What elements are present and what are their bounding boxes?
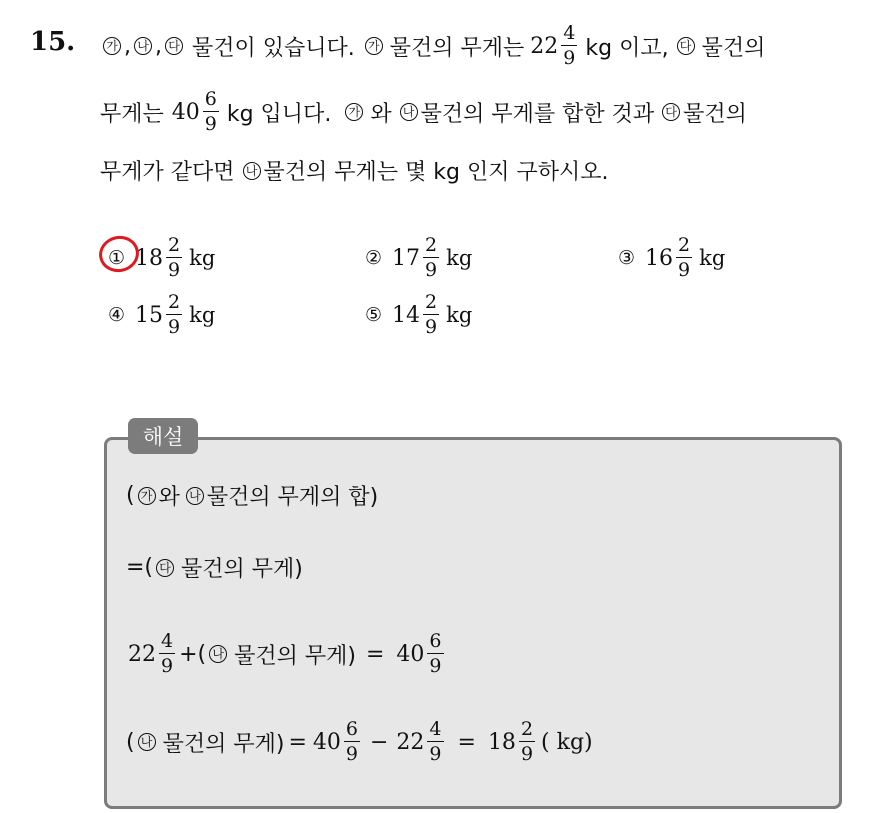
question-line-2: 무게는 40 $\frac{6}{9}$ kg 입니다. 가 와 나 물건의 무게를 합한 것과 다 물건의 (100, 88, 747, 135)
circled-ga-mark: 가 (365, 37, 383, 55)
circled-na-mark: 나 (138, 733, 156, 751)
question-line-1: 가 , 나 , 다 물건이 있습니다. 가 물건의 무게는 22 $\frac{4}{9}$ kg 이고, 다 물건의 (100, 24, 765, 68)
circled-na-mark: 나 (186, 487, 204, 505)
circled-na-mark: 나 (400, 103, 418, 121)
question-line-3: 무게가 같다면 나 물건의 무게는 몇 kg 인지 구하시오. (100, 160, 609, 185)
circled-na-mark: 나 (209, 645, 227, 663)
circled-da-mark: 다 (165, 37, 183, 55)
circled-da-mark: 다 (662, 103, 680, 121)
circled-da-mark: 다 (677, 37, 695, 55)
mixed-number: 40 $\frac{6}{9}$ (171, 88, 217, 135)
mixed-number: 22 $\frac{4}{9}$ (530, 22, 576, 69)
choice-1[interactable]: ① 18 $\frac{2}{9}$ kg (108, 234, 216, 281)
solution-line-1: ( 가 와 나 물건의 무게의 합) (126, 483, 379, 510)
circled-da-mark: 다 (156, 559, 174, 577)
question-number: 15. (30, 27, 76, 57)
circled-ga-mark: 가 (345, 103, 363, 121)
solution-line-3: 22 $\frac{4}{9}$ +( 나 물건의 무게) = 40 $\frac{6}{9}$ (128, 630, 442, 677)
choice-2[interactable]: ② 17 $\frac{2}{9}$ kg (365, 234, 473, 281)
choice-4[interactable]: ④ 15 $\frac{2}{9}$ kg (108, 291, 216, 338)
circled-na-mark: 나 (243, 162, 261, 180)
circled-na-mark: 나 (134, 37, 152, 55)
solution-line-2: =( 다 물건의 무게) (126, 555, 303, 582)
solution-label: 해설 (128, 418, 198, 454)
choice-5[interactable]: ⑤ 14 $\frac{2}{9}$ kg (365, 291, 473, 338)
solution-line-4: ( 나 물건의 무게) = 40 $\frac{6}{9}$ − 22 $\frac{4}{9}$ = 18 $\frac{2}{9}$ ( kg) (126, 718, 593, 765)
circled-ga-mark: 가 (138, 487, 156, 505)
circled-ga-mark: 가 (103, 37, 121, 55)
choice-3[interactable]: ③ 16 $\frac{2}{9}$ kg (618, 234, 726, 281)
